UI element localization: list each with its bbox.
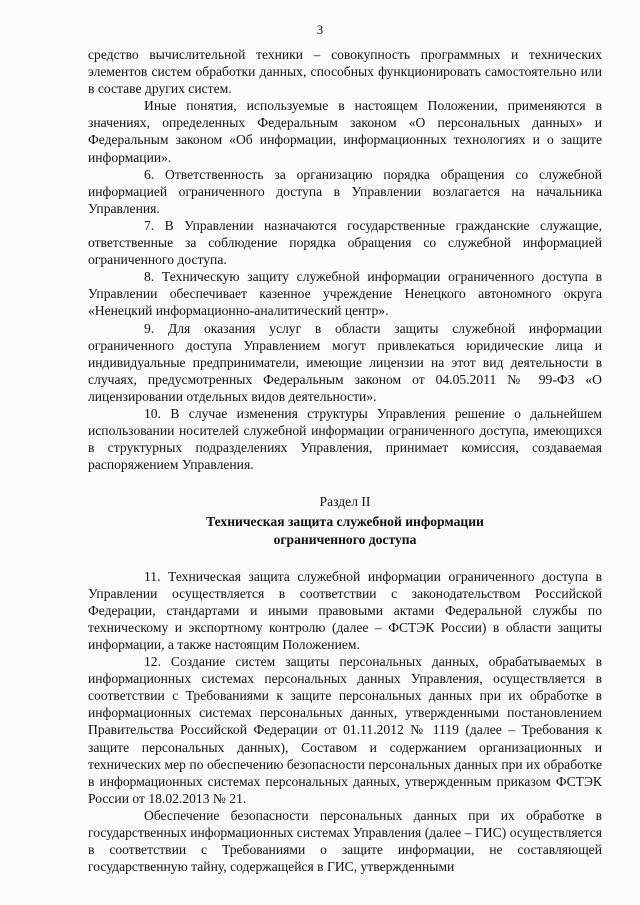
page-number: 3 (316, 23, 324, 37)
section-number: Раздел II (319, 494, 371, 510)
section-heading (88, 493, 602, 547)
paragraph-item-7: 7. В Управлении назначаются государственные гражданские служащие, ответственные за соблюдение порядка обращения со служебной информацией ограниченного доступа. (88, 217, 602, 268)
paragraph-definition-computing-means: средство вычислительной техники – совокупность программных и технических элементов систем обработки данных, способных функционировать самостоятельно или в составе других систем. (88, 47, 602, 97)
paragraph-gis-security: Обеспечение безопасности персональных данных при их обработке в государственных информационных системах Управления (далее – ГИС) осуществляется в соответствии с Требованиями о защите информации, не составляющей государственную тайну, содержащейся в ГИС, утвержденными (88, 807, 602, 875)
document-body (88, 46, 602, 875)
paragraph-item-11: 11. Техническая защита служебной информации ограниченного доступа в Управлении осуществляется в соответствии с законодательством Российской Федерации, стандартами и иными правовыми актами Федеральной службы по техническому и экспортному контролю (далее – ФСТЭК России) в области защиты информации, а также настоящим Положением. (88, 568, 602, 652)
paragraph-item-6: 6. Ответственность за организацию порядка обращения со служебной информацией ограниченного доступа в Управлении возлагается на начальника Управления. (88, 166, 602, 216)
paragraph-item-8: 8. Техническую защиту служебной информации ограниченного доступа в Управлении обеспечивает казенное учреждение Ненецкого автономного округа «Ненецкий информационно-аналитический центр». (88, 269, 602, 319)
paragraph-item-12: 12. Создание систем защиты персональных данных, обрабатываемых в информационных системах персональных данных Управления, осуществляется в соответствии с Требованиями к защите персональных данных при их обработке в информационных системах персональных данных, утвержденными постановлением Правительства Российской Федерации от 01.11.2012 № 1119 (далее – Требования к защите персональных данных), Составом и содержанием организационных и технических мер по обеспечению безопасности персональных данных при их обработке в информационных системах персональных данных, утвержденным приказом ФСТЭК России от 18.02.2013 № 21. (88, 654, 602, 806)
paragraph-other-terms: Иные понятия, используемые в настоящем Положении, применяются в значениях, определенных Федеральным законом «О персональных данных» и Федеральным законом «Об информации, информационных технологиях и о защите информации». (88, 98, 602, 165)
paragraph-item-9: 9. Для оказания услуг в области защиты служебной информации ограниченного доступа Управлением могут привлекаться юридические лица и индивидуальные предприниматели, имеющие лицензии на этот вид деятельности в случаях, предусмотренных Федеральным законом от 04.05.2011 № 99-ФЗ «О лицензировании отдельных видов деятельности». (88, 320, 602, 404)
section-title: Техническая защита служебной информации ограниченного доступа (206, 514, 484, 547)
paragraph-item-10: 10. В случае изменения структуры Управления решение о дальнейшем использовании носителей служебной информации ограниченного доступа, имеющихся в структурных подразделениях Управления, принимает комиссия, создаваемая распоряжением Управления. (88, 405, 602, 473)
